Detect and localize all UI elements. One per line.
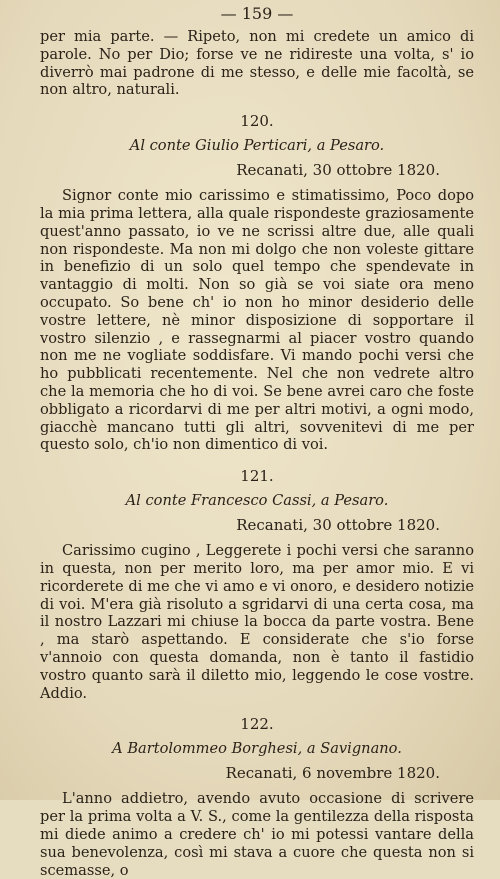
letter-122 (40, 715, 474, 879)
letter-addressee: Al conte Francesco Cassi, a Pesaro. (125, 492, 389, 510)
letter-body: Signor conte mio carissimo e stimatissimo, Poco dopo la mia prima lettera, alla quale rispondeste graziosamente quest'anno passato, io ve ne scrissi altre due, alle quali non rispondeste. Ma non mi dolgo che non voleste gittare in benefizio di un solo quel tempo che spendevate in vantaggio di molti. Non so già se voi siate ora meno occupato. So bene ch' io non ho minor desiderio delle vostre lettere, nè minor disposizione di sopportare il vostro silenzio , e rassegnarmi al piacer vostro quando non me ne vogliate soddisfare. Vi mando pochi versi che ho pubblicati recentemente. Nel che non vedrete altro che la memoria che ho di voi. Se bene avrei caro che foste obbligato a ricordarvi di me per altri motivi, a ogni modo, giacchè mancano tutti gli altri, sovvenitevi di me per questo solo, ch'io non dimentico di voi. (40, 187, 474, 454)
letter-addressee: A Bartolommeo Borghesi, a Savignano. (112, 740, 402, 758)
letter-dateline: Recanati, 30 ottobre 1820. (236, 516, 440, 535)
letter-number: 122. (240, 715, 274, 734)
letter-number: 120. (240, 112, 274, 131)
letter-121 (40, 467, 474, 702)
letter-number: 121. (240, 467, 274, 486)
letter-body: Carissimo cugino , Leggerete i pochi versi che saranno in questa, non per merito loro, ma per amor mio. E vi ricorderete di me che vi amo e vi onoro, e desidero notizie di voi. M'era già risoluto a sgridarvi di una certa cosa, ma il nostro Lazzari mi chiuse la bocca da parte vostra. Bene , ma starò aspettando. E considerate che s'io forse v'annoio con questa domanda, non è tanto il fastidio vostro quanto sarà il diletto mio, leggendo le cose vostre. Addio. (40, 542, 474, 702)
page-number: — 159 — (220, 4, 294, 23)
letter-dateline: Recanati, 30 ottobre 1820. (236, 161, 440, 180)
letter-120 (40, 112, 474, 454)
intro-paragraph: per mia parte. — Ripeto, non mi credete un amico di parole. No per Dio; forse ve ne ridireste una volta, s' io diverrò mai padrone di me stesso, e delle mie facoltà, se non altro, naturali. (40, 28, 474, 99)
letter-body: L'anno addietro, avendo avuto occasione di scrivere per la prima volta a V. S., come la gentilezza della risposta mi diede animo a credere ch' io mi potessi vantare della sua benevolenza, così mi stava a cuore che questa non si scemasse, o (40, 790, 474, 879)
letter-dateline: Recanati, 6 novembre 1820. (225, 764, 440, 783)
letter-addressee: Al conte Giulio Perticari, a Pesaro. (129, 137, 385, 155)
